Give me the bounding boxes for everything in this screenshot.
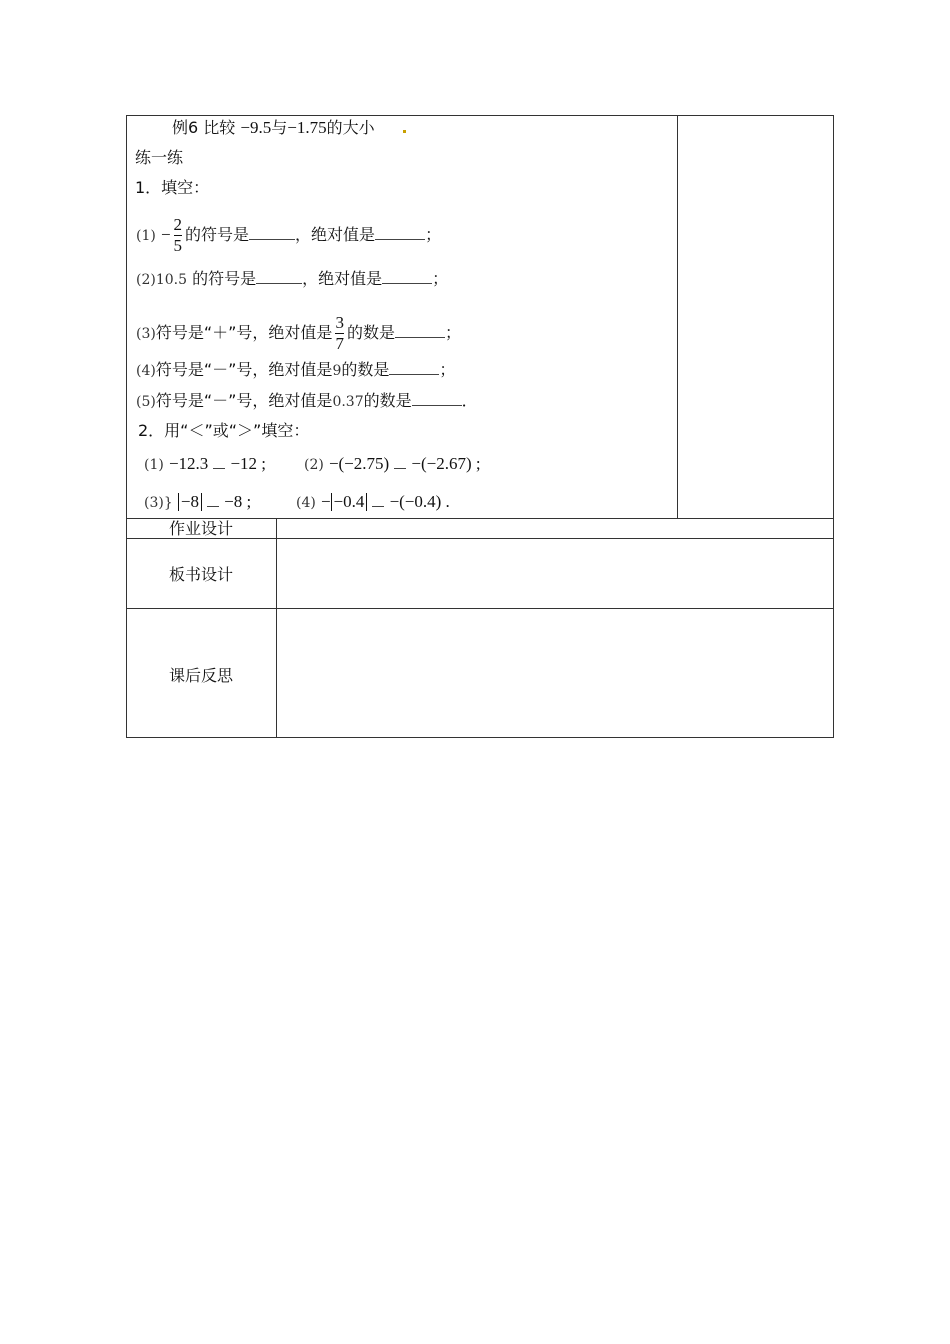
expression-a: −12.3 — [168, 454, 209, 473]
q1-item-1 — [136, 216, 441, 255]
answer-blank[interactable] — [207, 492, 219, 507]
table-divider-3 — [126, 608, 834, 609]
item-text: 的符号是 — [185, 225, 250, 244]
answer-blank[interactable] — [375, 225, 425, 240]
item-end: ； — [425, 225, 442, 244]
example-label: 例6 — [172, 118, 199, 137]
answer-blank[interactable] — [372, 492, 384, 507]
table-border-top — [126, 115, 834, 116]
example-value-a: −9.5 — [240, 118, 272, 137]
table-border-bottom — [126, 737, 834, 738]
table-border-left — [126, 115, 127, 738]
answer-blank[interactable] — [382, 269, 432, 284]
answer-blank[interactable] — [213, 454, 225, 469]
q1-item-5 — [136, 391, 478, 412]
expression-a: −(−2.75) — [328, 454, 390, 473]
notes-column-divider — [677, 115, 678, 518]
answer-blank[interactable] — [412, 391, 462, 406]
label-column-divider — [276, 518, 277, 737]
example-6-line — [172, 118, 375, 138]
item-number: (2) — [304, 457, 324, 473]
item-number: (1) — [136, 228, 156, 244]
fraction-numerator: 2 — [173, 215, 183, 234]
item-text: ，绝对值是 — [295, 225, 376, 244]
example-text: 比较 — [203, 118, 236, 137]
fraction-3-7 — [335, 314, 344, 353]
answer-blank[interactable] — [256, 269, 302, 284]
item-number: (5) — [136, 394, 156, 410]
item-end: ； — [444, 323, 461, 342]
answer-blank[interactable] — [395, 323, 445, 338]
absolute-value: −8 — [178, 493, 202, 511]
fraction-denominator: 7 — [335, 334, 344, 353]
item-number: (4) — [296, 495, 316, 511]
absolute-value: −0.4 — [331, 493, 368, 511]
row-label-reflection: 课后反思 — [168, 666, 233, 685]
expression-b: −8 ; — [224, 492, 252, 511]
item-text: 符号是“－”号，绝对值是 — [155, 391, 333, 410]
item-text: 的数是 — [363, 391, 412, 410]
fraction-denominator: 5 — [173, 236, 183, 255]
answer-blank[interactable] — [249, 225, 295, 240]
example-tail: 的大小 — [326, 118, 375, 137]
expression-b: −(−0.4) . — [389, 492, 450, 511]
item-end: ； — [439, 360, 456, 379]
item-value: 0.37 — [332, 394, 364, 410]
row-label-board: 板书设计 — [168, 565, 233, 584]
item-text: 的数是 — [346, 323, 395, 342]
item-end: ； — [432, 269, 449, 288]
item-text: 符号是“＋”号，绝对值是 — [155, 323, 333, 342]
expression-b: −(−2.67) ; — [411, 454, 481, 473]
item-number: (3) — [136, 326, 156, 342]
q1-item-3 — [136, 314, 461, 353]
example-mid: 与 — [271, 118, 288, 137]
q2-item-1 — [144, 454, 266, 475]
item-text: 的符号是 — [192, 269, 257, 288]
item-end: ． — [461, 391, 478, 410]
q1-item-2 — [136, 269, 448, 290]
example-value-b: −1.75 — [287, 118, 327, 137]
item-text: 符号是“－”号，绝对值是 — [155, 360, 333, 379]
q1-item-4 — [136, 360, 455, 381]
stray-brace: } — [163, 495, 173, 511]
q2-heading: 2．用“＜”或“＞”填空： — [138, 421, 310, 440]
item-number: (2) — [136, 272, 156, 288]
table-border-right — [833, 115, 834, 738]
item-number: (1) — [144, 457, 164, 473]
lesson-table — [126, 115, 834, 738]
item-text: 的数是 — [341, 360, 390, 379]
q2-item-3 — [144, 492, 251, 513]
item-number: (4) — [136, 363, 156, 379]
item-text: ，绝对值是 — [302, 269, 383, 288]
item-value: 10.5 — [155, 272, 188, 288]
fraction-2-5 — [174, 216, 183, 255]
cursor-mark — [403, 130, 406, 133]
expression-b: −12 ; — [230, 454, 267, 473]
answer-blank[interactable] — [394, 454, 406, 469]
minus-sign: − — [320, 492, 331, 511]
item-number: (3) — [144, 495, 164, 511]
q2-item-4 — [296, 492, 450, 513]
minus-sign: − — [160, 225, 171, 244]
fraction-numerator: 3 — [335, 313, 344, 332]
item-value: 9 — [332, 363, 342, 379]
row-label-homework: 作业设计 — [168, 519, 233, 538]
answer-blank[interactable] — [389, 360, 439, 375]
q1-heading: 1．填空： — [135, 178, 210, 197]
practice-heading: 练一练 — [135, 148, 184, 167]
q2-item-2 — [304, 454, 481, 475]
